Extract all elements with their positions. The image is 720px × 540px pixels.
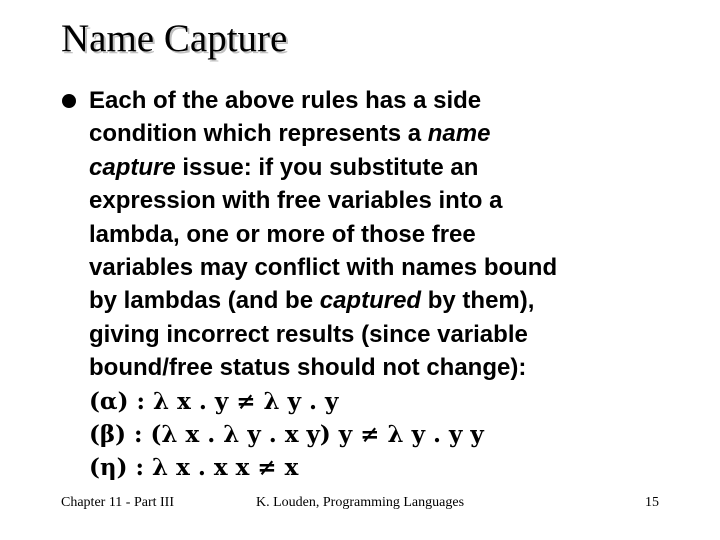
emphasis-capture: capture	[89, 153, 176, 181]
alpha-rule: (α) : λ x . y ≠ λ y . y	[89, 387, 339, 415]
body-line: variables may conflict with names bound	[89, 253, 558, 281]
body-line: by lambdas (and be captured by them),	[89, 287, 535, 315]
page-number: 15	[645, 495, 659, 510]
footer-author: K. Louden, Programming Languages	[256, 495, 465, 510]
body-line: bound/free status should not change):	[89, 354, 527, 382]
beta-rule: (β) : (λ x . λ y . x y) y ≠ λ y . y y	[89, 420, 484, 448]
emphasis-name: name	[427, 120, 491, 148]
body-line: Each of the above rules has a side	[89, 87, 482, 114]
body-line: expression with free variables into a	[89, 187, 503, 215]
body-line: giving incorrect results (since variable	[89, 320, 528, 348]
bullet-icon	[62, 94, 76, 108]
body-line: lambda, one or more of those free	[89, 220, 476, 248]
emphasis-captured: captured	[319, 287, 422, 315]
body-line: capture issue: if you substitute an	[89, 153, 479, 181]
body-line: condition which represents a name	[89, 120, 491, 148]
slide-title: Name Capture	[61, 17, 288, 60]
bullet-text	[89, 84, 689, 485]
footer-chapter: Chapter 11 - Part III	[61, 495, 174, 510]
eta-rule: (η) : λ x . x x ≠ x	[89, 454, 299, 482]
